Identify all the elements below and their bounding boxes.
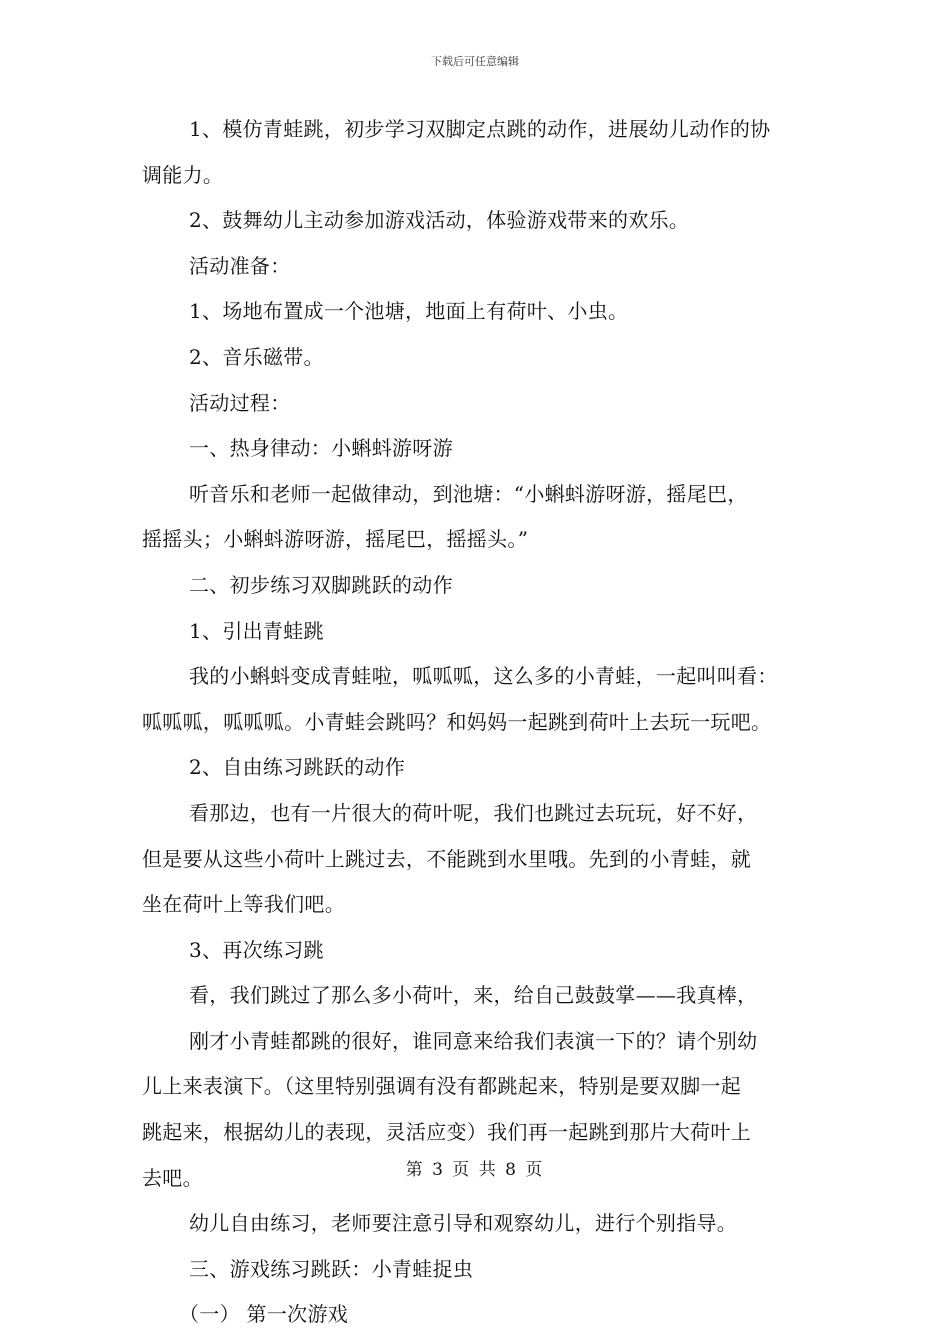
text-line: 去吧。 xyxy=(142,1165,203,1190)
text-line: 2、音乐磁带。 xyxy=(189,344,324,369)
text-line: 活动准备： xyxy=(189,253,291,278)
text-line: 3、再次练习跳 xyxy=(189,937,324,962)
text-line: 调能力。 xyxy=(142,162,224,187)
text-line: 2、自由练习跳跃的动作 xyxy=(189,755,406,780)
text-line: 但是要从这些小荷叶上跳过去，不能跳到水里哦。先到的小青蛙，就 xyxy=(142,846,751,871)
text-line: 二、初步练习双脚跳跃的动作 xyxy=(189,572,453,597)
text-line: 看，我们跳过了那么多小荷叶，来，给自己鼓鼓掌——我真棒， xyxy=(189,983,758,1008)
text-line: 1、模仿青蛙跳，初步学习双脚定点跳的动作，进展幼儿动作的协 xyxy=(189,117,771,141)
text-line: 儿上来表演下。（这里特别强调有没有都跳起来，特别是要双脚一起 xyxy=(142,1074,741,1099)
text-line: 看那边，也有一片很大的荷叶呢，我们也跳过去玩玩，好不好， xyxy=(189,800,758,825)
text-line: 听音乐和老师一起做律动，到池塘：“小蝌蚪游呀游，摇尾巴， xyxy=(189,481,748,506)
text-line: 1、引出青蛙跳 xyxy=(189,618,324,643)
text-line: 1、场地布置成一个池塘，地面上有荷叶、小虫。 xyxy=(189,299,629,324)
text-line: 刚才小青蛙都跳的很好，谁同意来给我们表演一下的？请个别幼 xyxy=(189,1028,758,1053)
text-line: 摇摇头；小蝌蚪游呀游，摇尾巴，摇摇头。” xyxy=(142,527,529,552)
text-line: 幼儿自由练习，老师要注意引导和观察幼儿，进行个别指导。 xyxy=(189,1211,738,1236)
text-line: 2、鼓舞幼儿主动参加游戏活动，体验游戏带来的欢乐。 xyxy=(189,208,690,233)
text-line: 跳起来，根据幼儿的表现，灵活应变）我们再一起跳到那片大荷叶上 xyxy=(142,1120,751,1145)
page-header: 下载后可任意编辑 xyxy=(431,55,519,68)
page-footer: 第 3 页 共 8 页 xyxy=(405,1160,545,1180)
text-line: 坐在荷叶上等我们吧。 xyxy=(142,892,345,917)
text-line: 我的小蝌蚪变成青蛙啦，呱呱呱，这么多的小青蛙，一起叫叫看： xyxy=(189,664,778,689)
document-body xyxy=(142,107,812,1338)
text-line: 呱呱呱，呱呱呱。小青蛙会跳吗？和妈妈一起跳到荷叶上去玩一玩吧。 xyxy=(142,709,772,734)
text-line: 一、热身律动：小蝌蚪游呀游 xyxy=(189,436,453,461)
text-line: （一） 第一次游戏 xyxy=(179,1302,349,1327)
text-line: 活动过程： xyxy=(189,390,291,415)
text-line: 三、游戏练习跳跃：小青蛙捉虫 xyxy=(189,1256,474,1281)
